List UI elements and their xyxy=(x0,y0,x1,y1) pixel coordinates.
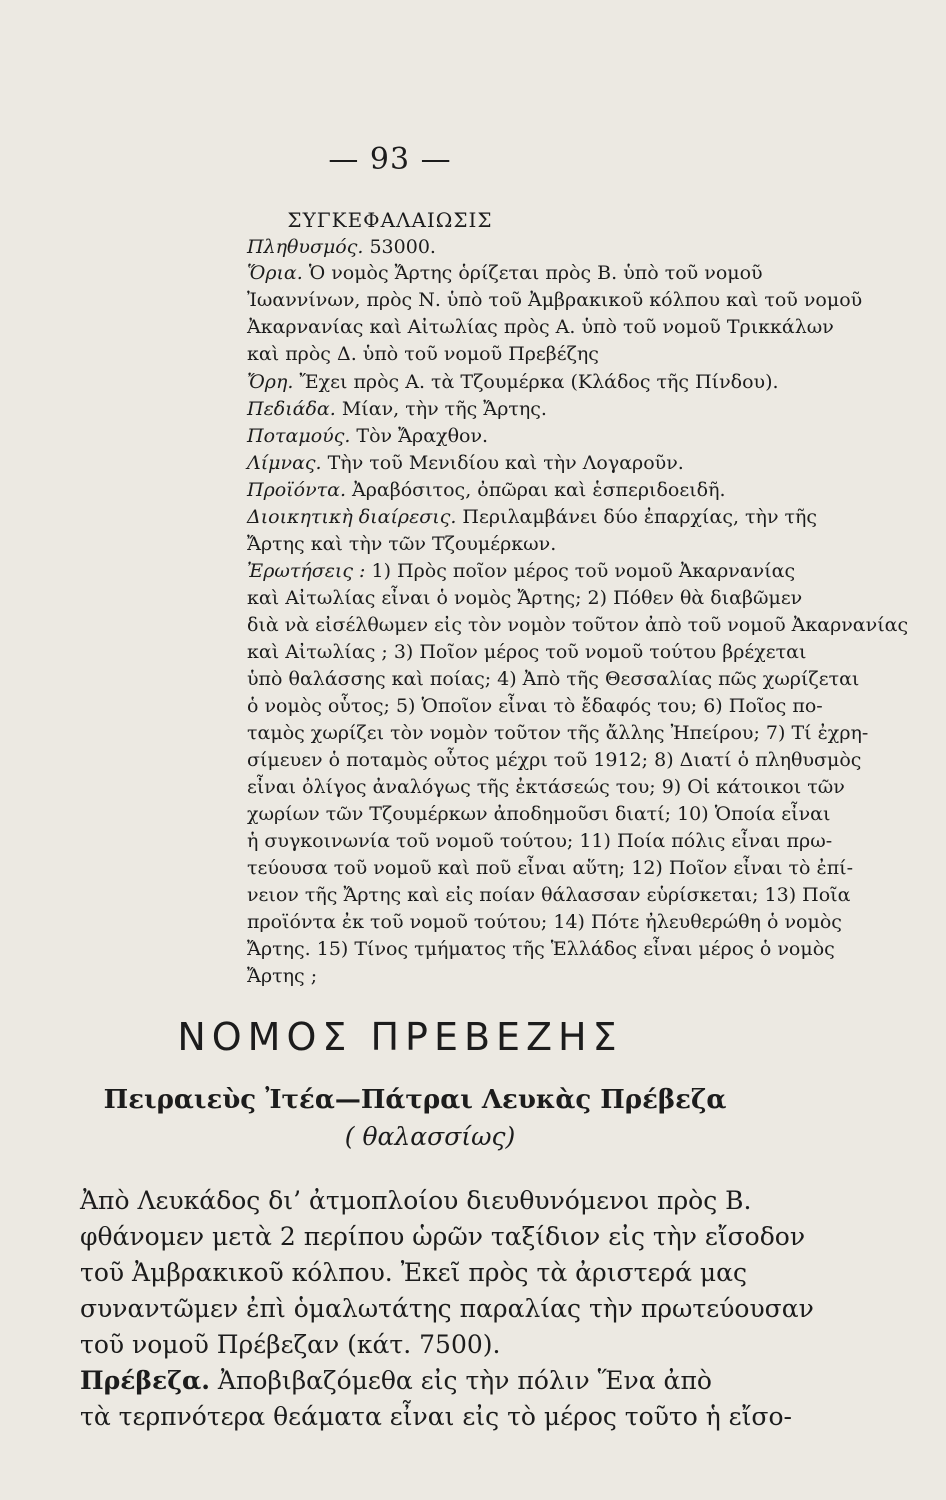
route-heading: Πειραιεὺς Ἰτέα—Πάτραι Λευκὰς Πρέβεζα xyxy=(103,1085,727,1115)
line-text: προϊόντα ἐκ τοῦ νομοῦ τούτου; 14) Πότε ἠλευθερώθη ὁ νομὸς xyxy=(247,911,842,933)
summary-line xyxy=(247,532,556,556)
page-number: — 93 — xyxy=(328,142,452,177)
line-text: Ἀκαρνανίας καὶ Αἰτωλίας πρὸς Α. ὑπὸ τοῦ νομοῦ Τρικκάλων xyxy=(247,316,834,338)
line-text: Ἄρτης. 15) Τίνος τμήματος τῆς Ἑλλάδος εἶναι μέρος ὁ νομὸς xyxy=(247,938,835,960)
line-text: νειον τῆς Ἄρτης καὶ εἰς ποίαν θάλασσαν εὑρίσκεται; 13) Ποῖα xyxy=(247,884,851,906)
line-text: Ἀποβιβαζόμεθα εἰς τὴν πόλιν Ἕνα ἀπὸ xyxy=(209,1366,712,1395)
line-text: τεύουσα τοῦ νομοῦ καὶ ποῦ εἶναι αὕτη; 12) Ποῖον εἶναι τὸ ἐπί- xyxy=(247,857,854,879)
line-text: Τὴν τοῦ Μενιδίου καὶ τὴν Λογαροῦν. xyxy=(321,452,684,474)
line-text: χωρίων τῶν Τζουμέρκων ἀποδημοῦσι διατί; 10) Ὁποία εἶναι xyxy=(247,803,831,825)
summary-line xyxy=(247,937,835,961)
line-label: Πρέβεζα. xyxy=(80,1366,210,1395)
line-text: τοῦ νομοῦ Πρέβεζαν (κάτ. 7500). xyxy=(80,1330,501,1359)
line-text: διὰ νὰ εἰσέλθωμεν εἰς τὸν νομὸν τοῦτον ἀπὸ τοῦ νομοῦ Ἀκαρνανίας xyxy=(247,614,909,636)
summary-line xyxy=(247,856,853,880)
summary-line xyxy=(247,829,832,853)
line-text: καὶ Αἰτωλίας εἶναι ὁ νομὸς Ἄρτης; 2) Πόθεν θὰ διαβῶμεν xyxy=(247,587,803,609)
line-text: Περιλαμβάνει δύο ἐπαρχίας, τὴν τῆς xyxy=(456,506,818,528)
summary-line xyxy=(247,478,726,502)
line-text: Ἀραβόσιτος, ὀπῶραι καὶ ἑσπεριδοειδῆ. xyxy=(346,479,726,501)
body-line xyxy=(80,1294,814,1324)
line-label: Πληθυσμός. xyxy=(247,236,364,258)
line-label: Ὅρια. xyxy=(247,262,303,284)
line-text: 53000. xyxy=(363,236,436,258)
summary-line xyxy=(247,748,861,772)
summary-line xyxy=(247,694,823,718)
summary-line xyxy=(247,613,908,637)
summary-line xyxy=(247,370,779,394)
summary-line xyxy=(247,315,834,339)
line-text: Ἄρτης ; xyxy=(247,965,318,987)
line-text: τὰ τερπνότερα θεάματα εἶναι εἰς τὸ μέρος τοῦτο ἡ εἴσο- xyxy=(80,1402,792,1431)
line-label: Διοικητικὴ διαίρεσις. xyxy=(247,506,457,528)
line-text: Τὸν Ἄραχθον. xyxy=(350,425,489,447)
body-line xyxy=(80,1330,500,1360)
line-text: καὶ Αἰτωλίας ; 3) Ποῖον μέρος τοῦ νομοῦ τούτου βρέχεται xyxy=(247,641,807,663)
line-label: Πεδιάδα. xyxy=(247,398,336,420)
line-label: Ποταμούς. xyxy=(247,425,351,447)
line-text: τοῦ Ἀμβρακικοῦ κόλπου. Ἐκεῖ πρὸς τὰ ἀριστερά μας xyxy=(80,1258,748,1287)
body-line xyxy=(80,1366,712,1396)
summary-line xyxy=(247,910,842,934)
line-text: καὶ πρὸς Δ. ὑπὸ τοῦ νομοῦ Πρεβέζης xyxy=(247,343,599,365)
line-text: φθάνομεν μετὰ 2 περίπου ὡρῶν ταξίδιον εἰς τὴν εἴσοδον xyxy=(80,1222,806,1251)
body-line xyxy=(80,1402,792,1432)
summary-line xyxy=(247,424,488,448)
line-text: ὁ νομὸς οὗτος; 5) Ὁποῖον εἶναι τὸ ἔδαφός του; 6) Ποῖος πο- xyxy=(247,695,823,717)
body-line xyxy=(80,1222,805,1252)
line-text: συναντῶμεν ἐπὶ ὁμαλωτάτης παραλίας τὴν πρωτεύουσαν xyxy=(80,1294,814,1323)
line-text: ἡ συγκοινωνία τοῦ νομοῦ τούτου; 11) Ποία πόλις εἶναι πρω- xyxy=(247,830,833,852)
line-text: ὑπὸ θαλάσσης καὶ ποίας; 4) Ἀπὸ τῆς Θεσσαλίας πῶς χωρίζεται xyxy=(247,668,860,690)
summary-line xyxy=(247,397,547,421)
summary-line xyxy=(247,559,795,583)
line-text: ταμὸς χωρίζει τὸν νομὸν τοῦτον τῆς ἄλλης Ἠπείρου; 7) Τί ἐχρη- xyxy=(247,722,869,744)
summary-line xyxy=(247,505,817,529)
summary-line xyxy=(247,235,436,259)
summary-heading: ΣΥΓΚΕΦΑΛΑΙΩΣΙΣ xyxy=(287,208,493,232)
route-subheading: ( θαλασσίως) xyxy=(344,1122,516,1151)
line-text: Μίαν, τὴν τῆς Ἄρτης. xyxy=(335,398,547,420)
line-text: Ἄρτης καὶ τὴν τῶν Τζουμέρκων. xyxy=(247,533,557,555)
summary-line xyxy=(247,802,830,826)
line-text: Ὁ νομὸς Ἄρτης ὁρίζεται πρὸς Β. ὑπὸ τοῦ νομοῦ xyxy=(302,262,763,284)
line-text: Ἔχει πρὸς Α. τὰ Τζουμέρκα (Κλάδος τῆς Πίνδου). xyxy=(293,371,779,393)
line-text: σίμευεν ὁ ποταμὸς οὗτος μέχρι τοῦ 1912; 8) Διατί ὁ πληθυσμὸς xyxy=(247,749,862,771)
summary-line xyxy=(247,775,845,799)
summary-line xyxy=(247,667,859,691)
summary-line xyxy=(247,288,862,312)
line-label: Λίμνας. xyxy=(247,452,322,474)
summary-line xyxy=(247,342,599,366)
body-line xyxy=(80,1186,751,1216)
line-text: Ἰωαννίνων, πρὸς Ν. ὑπὸ τοῦ Ἀμβρακικοῦ κόλπου καὶ τοῦ νομοῦ xyxy=(247,289,863,311)
summary-line xyxy=(247,883,850,907)
line-label: Προϊόντα. xyxy=(247,479,346,501)
summary-line xyxy=(247,721,868,745)
line-text: 1) Πρὸς ποῖον μέρος τοῦ νομοῦ Ἀκαρνανίας xyxy=(365,560,796,582)
summary-line xyxy=(247,640,806,664)
summary-line xyxy=(247,451,684,475)
summary-line xyxy=(247,261,763,285)
line-text: εἶναι ὀλίγος ἀναλόγως τῆς ἐκτάσεώς του; 9) Οἱ κάτοικοι τῶν xyxy=(247,776,845,798)
line-text: Ἀπὸ Λευκάδος δι’ ἀτμοπλοίου διευθυνόμενοι πρὸς Β. xyxy=(80,1186,752,1215)
line-label: Ἐρωτήσεις : xyxy=(247,560,366,582)
summary-line xyxy=(247,964,317,988)
line-label: Ὄρη. xyxy=(247,371,294,393)
body-line xyxy=(80,1258,747,1288)
section-title: ΝΟΜΟΣ ΠΡΕΒΕΖΗΣ xyxy=(177,1015,623,1059)
summary-line xyxy=(247,586,802,610)
